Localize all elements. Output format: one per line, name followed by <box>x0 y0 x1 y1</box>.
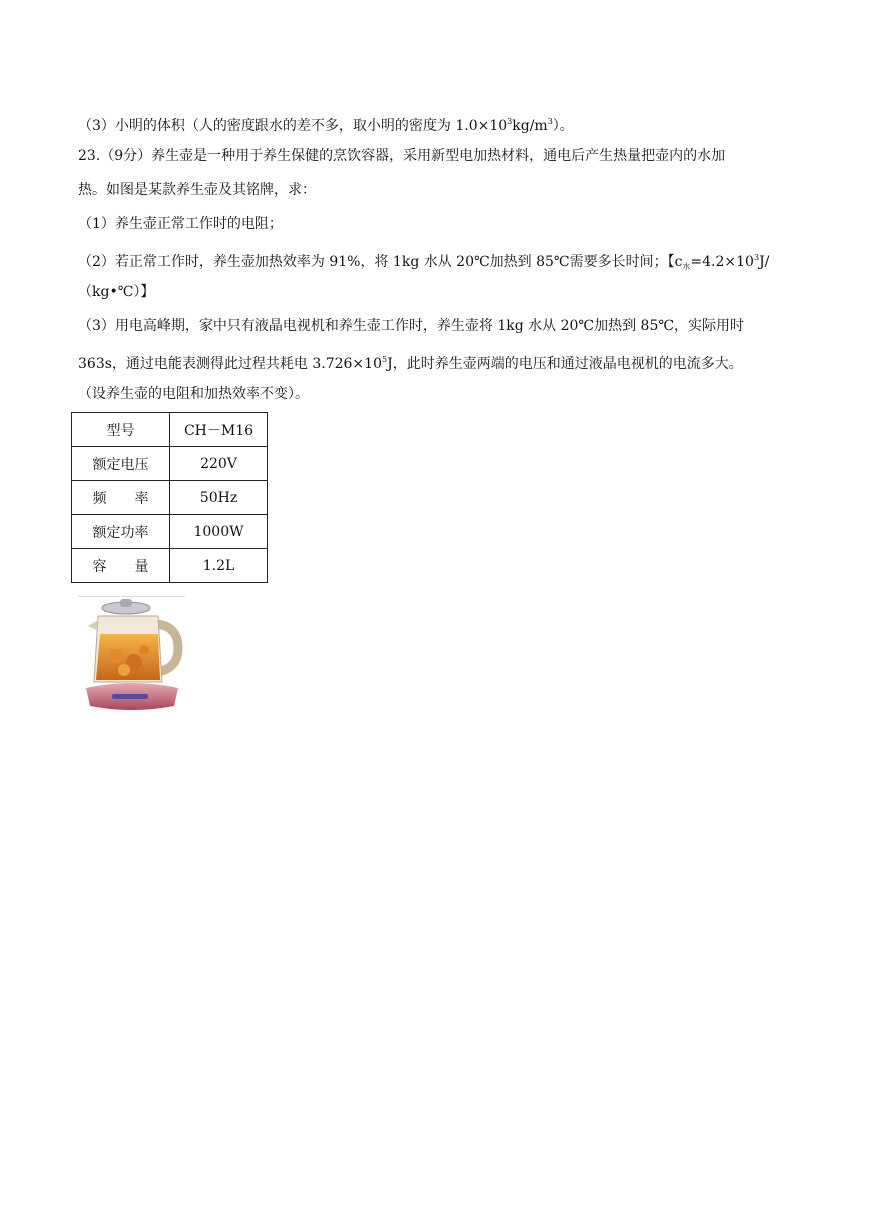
q23-intro-line1: 23.（9分）养生壶是一种用于养生保健的烹饮容器，采用新型电加热材料，通电后产生热量把壶内的水加 <box>78 148 726 164</box>
spec-value: 1000W <box>170 515 268 549</box>
q23-part3-line3: （设养生壶的电阻和加热效率不变）。 <box>78 386 309 402</box>
spec-value: 50Hz <box>170 481 268 515</box>
q22-part3: （3）小明的体积（人的密度跟水的差不多，取小明的密度为 $1.0\times 10^3kg/m^3$）。 <box>78 117 574 134</box>
spec-table <box>71 412 268 583</box>
q23-part1: （1）养生壶正常工作时的电阻； <box>78 216 283 232</box>
table-row <box>72 481 268 515</box>
spec-value: 220V <box>170 447 268 481</box>
spec-value: 1.2L <box>170 549 268 583</box>
table-row <box>72 549 268 583</box>
spec-key: 额定电压 <box>72 447 170 481</box>
q23-part2-line1: （2）若正常工作时，养生壶加热效率为 91%，将 1kg 水从 20℃加热到 85℃需要多长时间；【$c_水=4.2\times 10^3J/$ <box>78 253 770 271</box>
spec-key: 容 量 <box>72 549 170 583</box>
spec-key: 型号 <box>72 413 170 447</box>
q23-part3-line2: 363s，通过电能表测得此过程共耗电 $3.726\times 10^5J$，此时养生壶两端的电压和通过液晶电视机的电流多大。 <box>78 355 743 372</box>
spec-key: 额定功率 <box>72 515 170 549</box>
q23-intro-line2: 热。如图是某款养生壶及其铭牌，求： <box>78 182 316 198</box>
spec-key: 频 率 <box>72 481 170 515</box>
q23-part3-line1: （3）用电高峰期，家中只有液晶电视机和养生壶工作时，养生壶将 1kg 水从 20℃加热到 85℃，实际用时 <box>78 318 745 334</box>
q23-part2-line2: （kg•℃）】 <box>78 284 155 300</box>
table-row <box>72 413 268 447</box>
spec-value: CH－M16 <box>170 413 268 447</box>
kettle-photo <box>78 596 185 713</box>
table-row <box>72 515 268 549</box>
table-row <box>72 447 268 481</box>
